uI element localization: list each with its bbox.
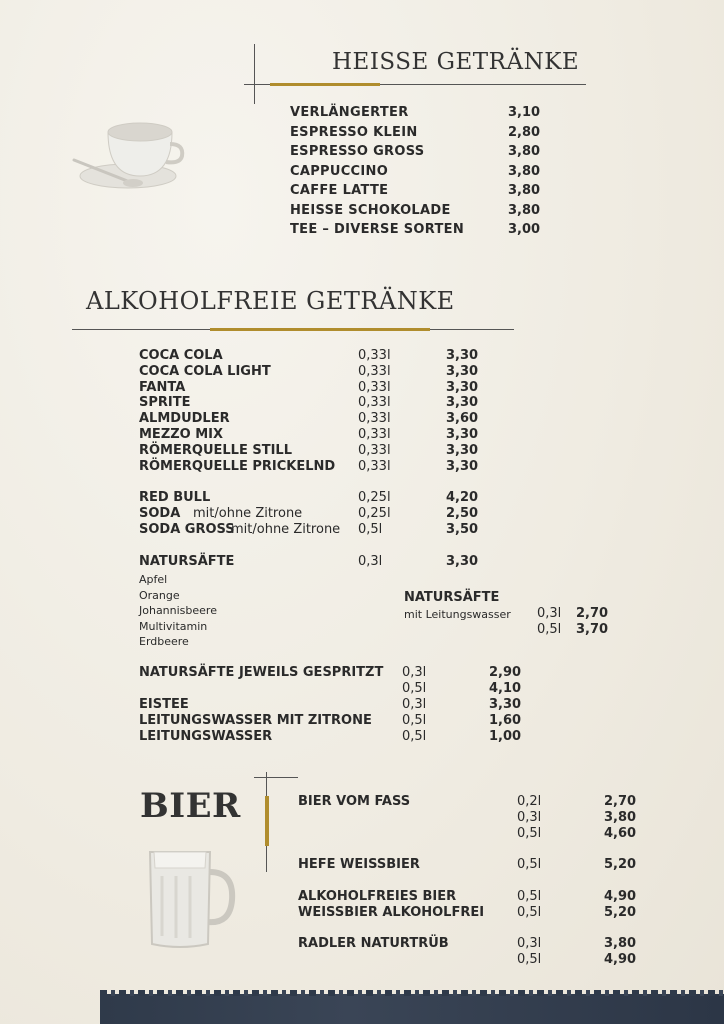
menu-item-name: FANTA [139, 379, 186, 395]
menu-item-name: ALMDUDLER [139, 411, 230, 427]
beer-cross-horizontal [254, 777, 298, 778]
menu-item-price: 4,10 [489, 681, 522, 696]
menu-item-size: 0,3l [402, 665, 427, 680]
menu-item-size: 0,2l [517, 794, 542, 809]
menu-item-name: COCA COLA [139, 348, 223, 363]
menu-item-name: BIER VOM FASS [298, 794, 411, 809]
menu-item-price: 3,30 [446, 427, 479, 442]
menu-item-name: NATURSÄFTE JEWEILS GESPRITZT [139, 665, 384, 680]
menu-item-name: NATURSÄFTE [404, 590, 500, 605]
decorative-bottom-band [100, 994, 724, 1024]
menu-item-price: 5,20 [604, 905, 637, 920]
menu-item-size: 0,33l [358, 363, 391, 379]
menu-item-price: 3,50 [446, 521, 479, 537]
soft-section-title: ALKOHOLFREIE GETRÄNKE [86, 287, 455, 315]
menu-item-price: 1,00 [489, 729, 522, 744]
menu-item-note: mit Leitungswasser [404, 608, 511, 621]
menu-item-price: 2,70 [604, 794, 637, 809]
menu-item-name: HEFE WEISSBIER [298, 857, 420, 872]
menu-item-price: 3,80 [508, 183, 541, 198]
menu-item-name: CAPPUCCINO [290, 163, 389, 179]
menu-item-price: 3,00 [508, 222, 541, 237]
menu-item-name: LEITUNGSWASSER [139, 729, 273, 744]
menu-item-size: 0,3l [537, 606, 562, 621]
hot-vertical-divider [254, 44, 255, 104]
menu-item-size: 0,33l [358, 379, 391, 395]
menu-item-size: 0,5l [517, 952, 542, 967]
menu-item-name: VERLÄNGERTER [290, 105, 409, 120]
menu-item-size: 0,33l [358, 458, 391, 474]
menu-item-size: 0,5l [358, 521, 383, 537]
menu-item-size: 0,33l [358, 411, 391, 427]
menu-item-price: 3,30 [446, 348, 479, 363]
menu-item-name: SODA [139, 505, 181, 521]
menu-item-price: 3,30 [446, 395, 479, 411]
menu-item-size: 0,5l [517, 889, 542, 904]
juice-flavor: Johannisbeere [139, 604, 217, 617]
menu-item-price: 3,30 [446, 554, 479, 569]
beer-section-title: BIER [140, 786, 241, 826]
hot-gold-rule [270, 83, 380, 86]
menu-item-size: 0,5l [402, 713, 427, 728]
menu-item-price: 2,90 [489, 665, 522, 680]
menu-item-size: 0,5l [402, 681, 427, 696]
menu-item-name: COCA COLA LIGHT [139, 363, 271, 379]
menu-item-size: 0,33l [358, 348, 391, 363]
menu-item-size: 0,5l [517, 826, 542, 841]
menu-item-name: SPRITE [139, 395, 191, 411]
menu-item-price: 3,80 [508, 163, 541, 179]
menu-item-size: 0,3l [358, 554, 383, 569]
menu-item-name: ESPRESSO KLEIN [290, 124, 418, 140]
menu-item-name: SODA GROSS [139, 521, 235, 537]
menu-item-size: 0,33l [358, 442, 391, 458]
menu-item-price: 4,20 [446, 490, 479, 505]
menu-item-name: ALKOHOLFREIES BIER [298, 889, 457, 904]
menu-item-price: 4,60 [604, 826, 637, 841]
menu-item-name: LEITUNGSWASSER MIT ZITRONE [139, 713, 372, 728]
menu-item-price: 4,90 [604, 889, 637, 904]
menu-item-note: mit/ohne Zitrone [231, 521, 341, 537]
menu-item-name: RED BULL [139, 490, 211, 505]
menu-item-size: 0,25l [358, 490, 391, 505]
menu-item-price: 3,10 [508, 105, 541, 120]
menu-item-size: 0,3l [517, 936, 542, 951]
menu-item-price: 2,80 [508, 124, 541, 140]
menu-item-price: 3,70 [576, 622, 609, 637]
menu-item-name: NATURSÄFTE [139, 554, 235, 569]
menu-item-size: 0,5l [537, 622, 562, 637]
menu-item-price: 2,70 [576, 606, 609, 621]
menu-item-name: RÖMERQUELLE PRICKELND [139, 458, 336, 474]
juice-flavor: Multivitamin [139, 619, 208, 633]
menu-item-note: mit/ohne Zitrone [193, 505, 303, 521]
juice-flavor: Erdbeere [139, 635, 189, 648]
menu-item-price: 3,80 [604, 936, 637, 951]
hot-section-title: HEISSE GETRÄNKE [332, 49, 580, 75]
menu-item-size: 0,5l [517, 905, 542, 920]
menu-item-price: 3,30 [446, 363, 479, 379]
beer-gold-rule [265, 796, 269, 846]
juice-flavor: Orange [139, 588, 180, 602]
menu-item-size: 0,33l [358, 427, 391, 442]
menu-item-name: RÖMERQUELLE STILL [139, 442, 292, 458]
menu-item-name: WEISSBIER ALKOHOLFREI [298, 905, 485, 920]
menu-item-size: 0,3l [517, 810, 542, 825]
menu-item-price: 3,30 [446, 458, 479, 474]
menu-item-price: 3,30 [489, 697, 522, 712]
beer-mug-icon [142, 846, 238, 954]
menu-item-price: 3,80 [508, 144, 541, 159]
menu-item-size: 0,5l [517, 857, 542, 872]
menu-item-size: 0,25l [358, 505, 391, 521]
menu-item-price: 3,30 [446, 379, 479, 395]
menu-item-price: 2,50 [446, 505, 479, 521]
soft-gold-rule [210, 328, 430, 331]
menu-item-name: ESPRESSO GROSS [290, 144, 425, 159]
coffee-cup-icon [70, 116, 190, 196]
menu-item-price: 1,60 [489, 713, 522, 728]
menu-item-size: 0,33l [358, 395, 391, 411]
menu-item-name: RADLER NATURTRÜB [298, 936, 449, 951]
menu-item-name: EISTEE [139, 697, 189, 712]
juice-flavor: Apfel [139, 573, 168, 586]
menu-item-price: 3,80 [508, 202, 541, 218]
menu-item-price: 4,90 [604, 952, 637, 967]
menu-item-name: MEZZO MIX [139, 427, 224, 442]
menu-item-price: 3,60 [446, 411, 479, 427]
menu-item-price: 3,30 [446, 442, 479, 458]
menu-item-size: 0,3l [402, 697, 427, 712]
menu-item-size: 0,5l [402, 729, 427, 744]
menu-item-price: 3,80 [604, 810, 637, 825]
menu-item-name: HEISSE SCHOKOLADE [290, 202, 451, 218]
menu-item-name: CAFFE LATTE [290, 183, 389, 198]
menu-item-name: TEE – DIVERSE SORTEN [290, 222, 464, 237]
menu-item-price: 5,20 [604, 857, 637, 872]
